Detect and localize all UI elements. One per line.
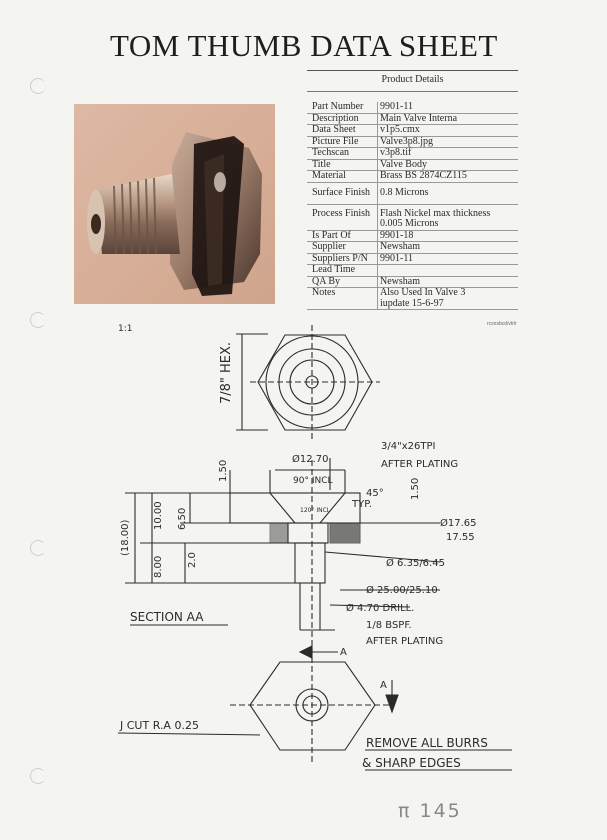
- row-label: Title: [307, 159, 378, 171]
- dim-470: Ø 4.70 DRILL.: [346, 603, 415, 614]
- row-value: Valve Body: [378, 159, 519, 171]
- row-value-line-1: Also Used In Valve 3: [380, 287, 466, 298]
- row-value: v3p8.tif: [378, 148, 519, 160]
- page-title: TOM THUMB DATA SHEET: [110, 28, 498, 63]
- note-remove-burrs: REMOVE ALL BURRS: [366, 736, 488, 750]
- footer-page-mark: π 145: [398, 800, 462, 822]
- dia-1270-label: Ø12.70: [292, 454, 329, 465]
- thread-label: 3/4"x26TPI: [381, 441, 436, 452]
- row-label: Part Number: [307, 102, 378, 113]
- typ-label: TYP.: [352, 499, 372, 510]
- arrow-a-bottom: A: [340, 647, 347, 658]
- row-label: Supplier: [307, 242, 378, 254]
- bsp-plating-label: AFTER PLATING: [366, 636, 444, 647]
- dim-150-top: 1.50: [218, 459, 229, 482]
- section-aa-label: SECTION AA: [130, 610, 204, 624]
- row-value: Brass BS 2874CZ115: [378, 171, 519, 183]
- row-label: Process Finish: [307, 204, 378, 230]
- row-label: Material: [307, 171, 378, 183]
- dim-800: 8.00: [153, 555, 164, 578]
- row-label: Suppliers P/N: [307, 253, 378, 265]
- row-label: Lead Time: [307, 265, 378, 277]
- corner-mark: 1:1: [118, 324, 133, 334]
- angle-45-label: 45°: [366, 488, 384, 499]
- product-details-heading: Product Details: [307, 70, 518, 92]
- row-value: Newsham: [378, 242, 519, 254]
- dim-1765: Ø17.65: [440, 518, 477, 529]
- row-value: 9901-18: [378, 230, 519, 242]
- row-label: QA By: [307, 276, 378, 288]
- small-note: rcsnsbcd/vtrlr: [487, 321, 517, 327]
- row-value: v1p5.cmx: [378, 125, 519, 137]
- row-value-line-1: Flash Nickel max thickness: [380, 207, 491, 219]
- dim-150-right: 1.50: [410, 477, 421, 500]
- dim-20: 2.0: [187, 552, 198, 568]
- row-label: Is Part Of: [307, 230, 378, 242]
- row-label: Surface Finish: [307, 182, 378, 204]
- hex-dimension-label: 7/8" HEX.: [219, 341, 234, 404]
- row-value: 0.8 Microns: [378, 182, 519, 204]
- dim-1800: (18.00): [120, 519, 131, 556]
- row-label: Picture File: [307, 136, 378, 148]
- dim-1755: 17.55: [446, 532, 475, 543]
- note-sharp-edges: & SHARP EDGES: [362, 756, 461, 770]
- row-value: 9901-11: [378, 102, 519, 113]
- row-label: Description: [307, 113, 378, 125]
- dim-635: Ø 6.35/6.45: [386, 558, 445, 569]
- angle-90-label: 90° INCL: [293, 476, 333, 486]
- row-value: Main Valve Interna: [378, 113, 519, 125]
- arrow-a-right: A: [380, 680, 387, 691]
- bsp-label: 1/8 BSPF.: [366, 620, 412, 631]
- row-value-line-2: 0.005 Microns: [380, 218, 439, 229]
- row-value: 9901-11: [378, 253, 519, 265]
- row-value: Valve3p8.jpg: [378, 136, 519, 148]
- section-spigot: [295, 543, 325, 583]
- section-body: [288, 523, 328, 543]
- row-label: Techscan: [307, 148, 378, 160]
- row-value: Newsham: [378, 276, 519, 288]
- row-label: Data Sheet: [307, 125, 378, 137]
- thread-label-plating: AFTER PLATING: [381, 459, 459, 470]
- dim-650: 6.50: [177, 507, 188, 530]
- angle-120-label: 120° INCL: [300, 507, 331, 514]
- row-label: Notes: [307, 288, 378, 310]
- section-hex-flange: [230, 493, 360, 523]
- dim-2500: Ø 25.00/25.10: [366, 585, 438, 596]
- jcut-label: J CUT R.A 0.25: [120, 719, 199, 732]
- row-value-line-2: iupdate 15-6-97: [380, 297, 444, 309]
- dim-1000: 10.00: [153, 501, 164, 530]
